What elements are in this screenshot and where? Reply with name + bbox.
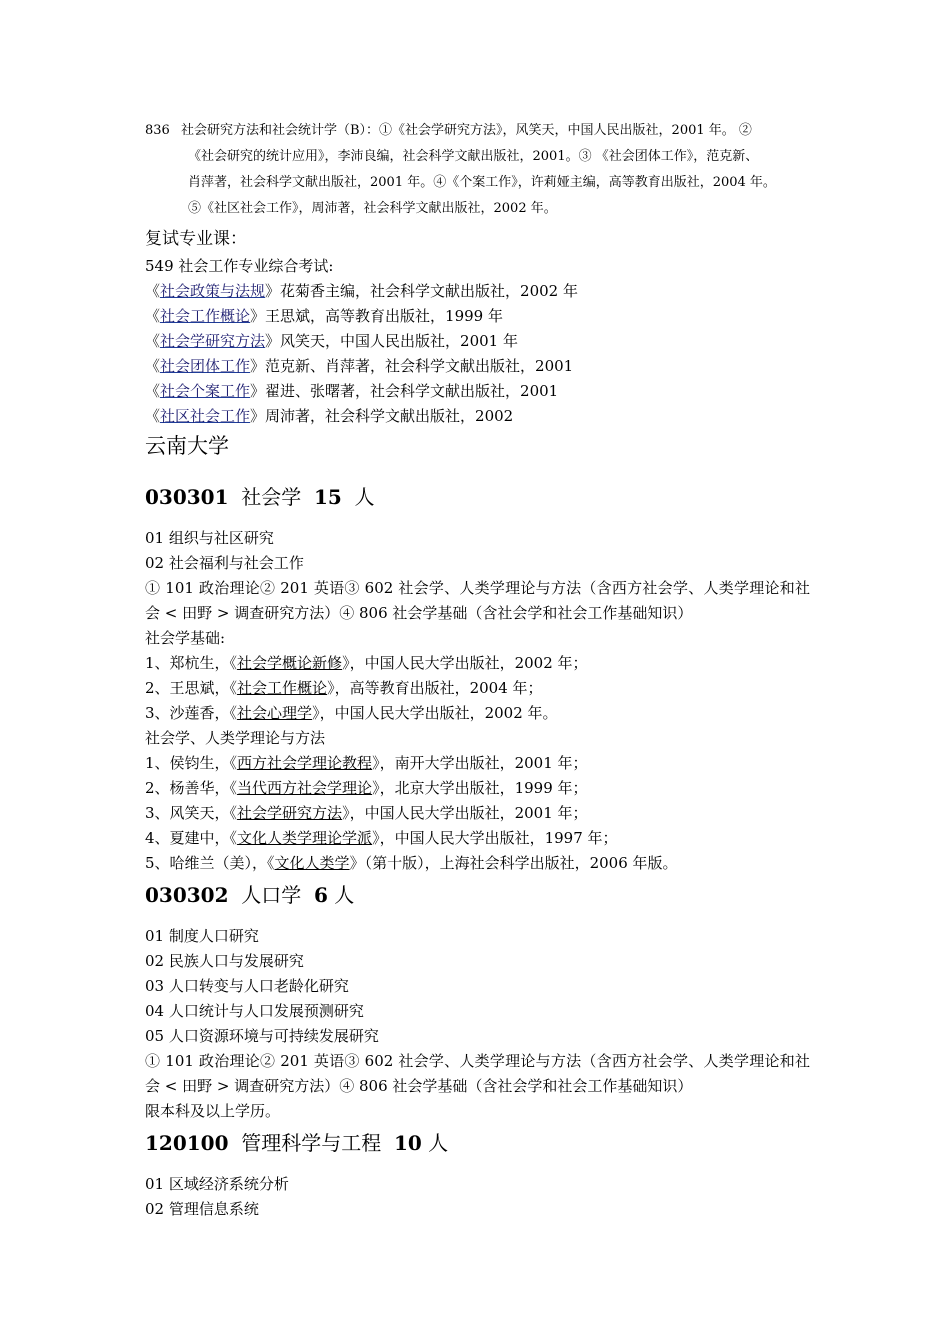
exam-subjects: ① 101 政治理论② 201 英语③ 602 社会学、人类学理论与方法（含西方社会学、人类学理论和社会 < 田野 > 调查研究方法）④ 806 社会学基础（含社会学和社会工作基础知识） [145,579,810,622]
book-link[interactable]: 当代西方社会学理论 [237,779,373,797]
book-item: 1、郑杭生，《社会学概论新修》，中国人民大学出版社，2002 年； [145,654,588,672]
major-code: 030301 [145,485,229,509]
ref-line: 《社会研究的统计应用》，李沛良编，社会科学文献出版社，2001。③ 《社会团体工作》，范克新、 [188,149,759,164]
book-item: 2、杨善华，《当代西方社会学理论》，北京大学出版社，1999 年； [145,779,588,797]
direction-item: 01 制度人口研究 [145,927,259,945]
enroll-count: 10 [393,1131,422,1155]
book-link[interactable]: 社会个案工作 [160,382,251,400]
direction-item: 01 组织与社区研究 [145,529,274,547]
school-name: 云南大学 [145,434,229,458]
retest-book-list [145,254,810,429]
enroll-count: 15 [313,485,342,509]
retest-heading: 复试专业课： [145,229,247,249]
direction-item: 02 管理信息系统 [145,1200,259,1218]
major-details [145,526,810,876]
book-item: 1、侯钧生，《西方社会学理论教程》，南开大学出版社，2001 年； [145,754,588,772]
major-heading [145,1128,448,1158]
direction-item: 01 区域经济系统分析 [145,1175,289,1193]
major-code: 030302 [145,883,229,907]
theory-heading: 社会学、人类学理论与方法 [145,729,326,747]
ref-line: 肖萍著，社会科学文献出版社，2001 年。④《个案工作》，许莉娅主编，高等教育出版社，2004 年。 [188,175,776,190]
book-link[interactable]: 文化人类学 [274,854,350,872]
major-details [145,1172,810,1222]
book-link[interactable]: 社会学研究方法 [237,804,343,822]
direction-item: 05 人口资源环境与可持续发展研究 [145,1027,379,1045]
book-item: 《社会个案工作》翟进、张曙著，社会科学文献出版社，2001 [145,382,559,400]
enroll-unit: 人 [354,485,375,509]
book-link[interactable]: 社会学研究方法 [160,332,266,350]
admission-note: 限本科及以上学历。 [145,1102,281,1120]
book-item: 《社会工作概论》王思斌，高等教育出版社，1999 年 [145,307,503,325]
enroll-count: 6 [313,883,328,907]
book-link[interactable]: 社会工作概论 [237,679,328,697]
ref-line: 836 社会研究方法和社会统计学（B）：①《社会学研究方法》，风笑天，中国人民出版社，2001 年。 ② [145,118,815,144]
book-link[interactable]: 社会心理学 [237,704,313,722]
retest-exam-title: 549 社会工作专业综合考试: [145,257,334,275]
book-link[interactable]: 社会政策与法规 [160,282,266,300]
direction-item: 04 人口统计与人口发展预测研究 [145,1002,364,1020]
book-link[interactable]: 社会工作概论 [160,307,251,325]
direction-item: 02 社会福利与社会工作 [145,554,304,572]
enroll-unit: 人 [428,1131,449,1155]
book-link[interactable]: 文化人类学理论学派 [237,829,373,847]
book-link[interactable]: 西方社会学理论教程 [237,754,373,772]
book-link[interactable]: 社区社会工作 [160,407,251,425]
book-item: 2、王思斌，《社会工作概论》，高等教育出版社，2004 年； [145,679,543,697]
book-item: 3、风笑天，《社会学研究方法》，中国人民大学出版社，2001 年； [145,804,588,822]
exam-code: 836 [145,123,170,138]
base-heading: 社会学基础: [145,629,226,647]
major-code: 120100 [145,1131,229,1155]
book-link[interactable]: 社会团体工作 [160,357,251,375]
ref-line: ⑤《社区社会工作》，周沛著，社会科学文献出版社，2002 年。 [188,201,557,216]
book-item: 4、夏建中，《文化人类学理论学派》，中国人民大学出版社，1997 年； [145,829,618,847]
major-name: 社会学 [241,485,302,509]
direction-item: 02 民族人口与发展研究 [145,952,304,970]
book-link[interactable]: 社会学概论新修 [237,654,343,672]
book-item: 《社会学研究方法》风笑天，中国人民出版社，2001 年 [145,332,518,350]
direction-item: 03 人口转变与人口老龄化研究 [145,977,349,995]
major-details [145,924,810,1124]
book-item: 3、沙莲香，《社会心理学》，中国人民大学出版社，2002 年。 [145,704,558,722]
book-item: 5、哈维兰（美），《文化人类学》（第十版），上海社会科学出版社，2006 年版。 [145,854,678,872]
book-item: 《社区社会工作》周沛著，社会科学文献出版社，2002 [145,407,514,425]
major-heading [145,880,354,910]
exam-subjects: ① 101 政治理论② 201 英语③ 602 社会学、人类学理论与方法（含西方社会学、人类学理论和社会 < 田野 > 调查研究方法）④ 806 社会学基础（含社会学和社会工作基础知识） [145,1052,810,1095]
book-item: 《社会团体工作》范克新、肖萍著，社会科学文献出版社，2001 [145,357,574,375]
major-heading [145,482,375,512]
major-name: 管理科学与工程 [241,1131,382,1155]
enroll-unit: 人 [334,883,355,907]
book-item: 《社会政策与法规》花菊香主编，社会科学文献出版社，2002 年 [145,282,578,300]
major-name: 人口学 [241,883,302,907]
exam-836-references [145,118,815,222]
